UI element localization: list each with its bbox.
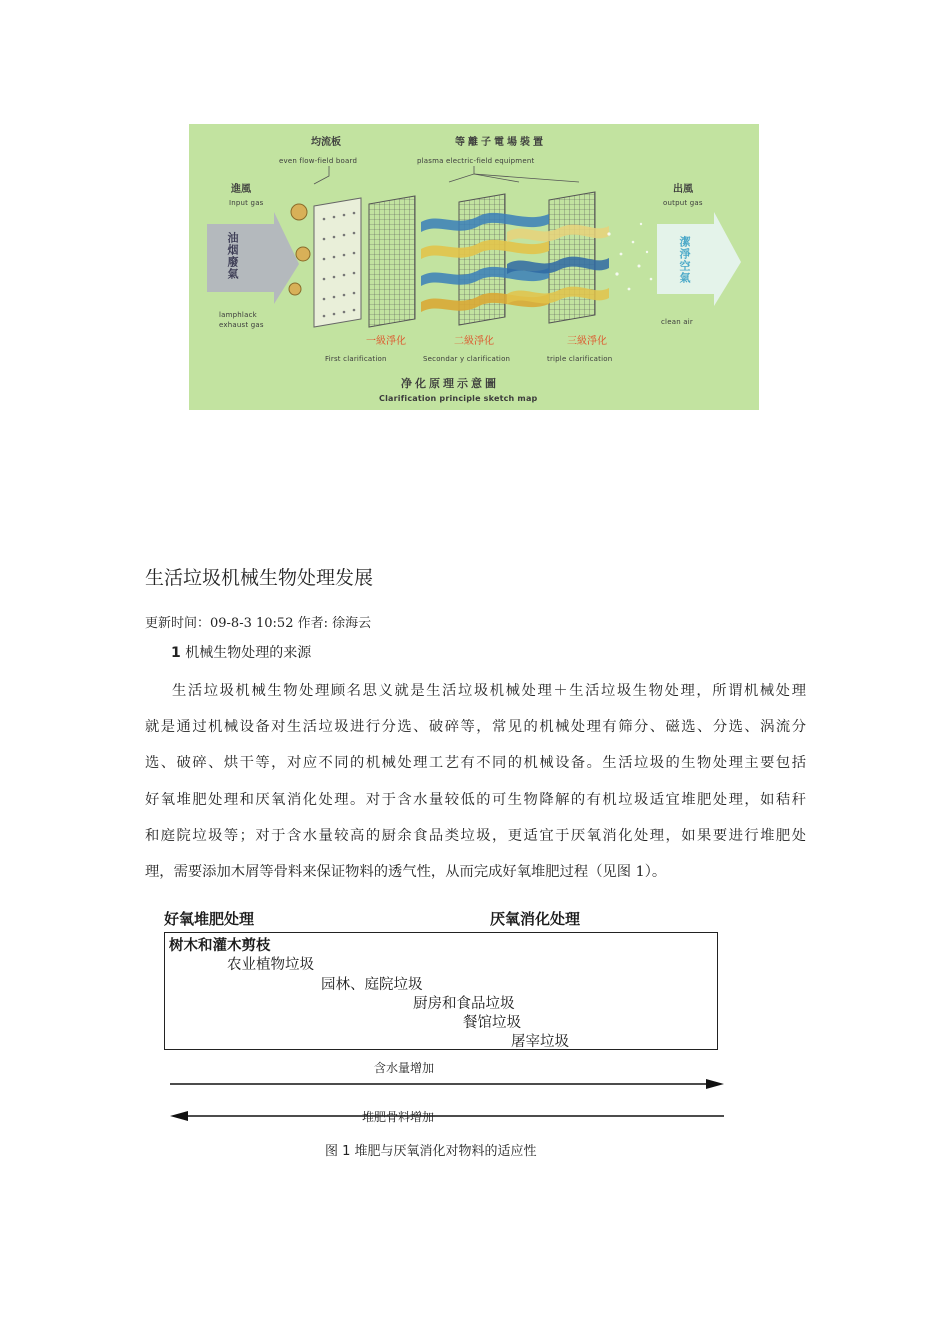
paragraph-line: 就是通过机械设备对生活垃圾进行分选、破碎等，常见的机械处理有筛分、磁选、分选、涡流分 bbox=[145, 719, 806, 736]
waste-item: 农业植物垃圾 bbox=[227, 957, 314, 973]
lampblack-label-2: exhaust gas bbox=[219, 321, 264, 329]
waste-item: 厨房和食品垃圾 bbox=[413, 996, 515, 1012]
output-label-en: output gas bbox=[663, 199, 703, 207]
flow-field-board bbox=[314, 198, 361, 327]
lampblack-label-1: lamphlack bbox=[219, 311, 257, 319]
clean-air-label-en: clean air bbox=[661, 318, 693, 326]
paragraph-line: 理，需要添加木屑等骨料来保证物料的透气性，从而完成好氧堆肥过程（见图 1）。 bbox=[145, 863, 667, 880]
bulking-arrow-label: 堆肥骨料增加 bbox=[362, 1110, 435, 1124]
section-heading bbox=[171, 642, 311, 662]
output-gas-arrow bbox=[657, 212, 741, 306]
figure-caption: 图 1 堆肥与厌氧消化对物料的适应性 bbox=[325, 1144, 537, 1159]
aerobic-heading: 好氧堆肥处理 bbox=[164, 910, 255, 928]
diagram-title-en: Clarification principle sketch map bbox=[379, 394, 538, 403]
board-label-cn: 均流板 bbox=[311, 137, 341, 148]
plasma-label-cn: 等離子電場裝置 bbox=[455, 137, 546, 148]
waste-item: 餐馆垃圾 bbox=[463, 1015, 521, 1031]
article-title: 生活垃圾机械生物处理发展 bbox=[145, 567, 374, 589]
input-label-cn: 進風 bbox=[231, 184, 251, 195]
paragraph-line: 好氧堆肥处理和厌氧消化处理。对于含水量较低的可生物降解的有机垃圾适宜堆肥处理，如秸秆 bbox=[145, 791, 806, 808]
stage2-label-en: Secondar y clarification bbox=[423, 355, 511, 363]
input-gas-arrow bbox=[207, 212, 299, 304]
stage3-label-en: triple clarification bbox=[547, 355, 613, 363]
figure-arrows bbox=[168, 1078, 728, 1128]
stage2-label-cn: 二級淨化 bbox=[454, 336, 494, 347]
waste-item: 树木和灌木剪枝 bbox=[169, 938, 271, 954]
clean-air-label-cn: 潔淨空氣 bbox=[678, 236, 691, 284]
clarification-diagram bbox=[189, 124, 759, 410]
stage3-label-cn: 三級淨化 bbox=[567, 336, 607, 347]
input-label-en: Input gas bbox=[229, 199, 264, 207]
paragraph-line: 和庭院垃圾等；对于含水量较高的厨余食品类垃圾，更适宜于厌氧消化处理，如果要进行堆肥处 bbox=[145, 827, 806, 844]
gear-icons bbox=[289, 204, 310, 295]
diagram-graphics bbox=[189, 124, 759, 410]
moisture-increase-arrow bbox=[170, 1079, 724, 1089]
moisture-arrow-label: 含水量增加 bbox=[374, 1061, 435, 1075]
figure-1 bbox=[160, 900, 730, 1160]
section-title: 机械生物处理的来源 bbox=[185, 645, 312, 661]
bulking-agent-increase-arrow bbox=[170, 1111, 724, 1121]
oil-smoke-label: 油烟廢氣 bbox=[226, 232, 239, 280]
stage1-label-en: First clarification bbox=[325, 355, 387, 363]
waste-item: 园林、庭院垃圾 bbox=[321, 977, 423, 993]
anaerobic-heading: 厌氧消化处理 bbox=[490, 910, 581, 928]
paragraph-line: 选、破碎、烘干等，对应不同的机械处理工艺有不同的机械设备。生活垃圾的生物处理主要包括 bbox=[145, 755, 806, 772]
article-meta: 更新时间：09-8-3 10:52 作者: 徐海云 bbox=[145, 616, 372, 631]
section-number: 1 bbox=[171, 645, 181, 661]
plasma-waves bbox=[421, 213, 609, 312]
board-label-en: even flow-field board bbox=[279, 157, 358, 165]
diagram-title-cn: 净化原理示意圖 bbox=[401, 377, 499, 390]
article-paragraph bbox=[145, 673, 806, 890]
paragraph-line: 生活垃圾机械生物处理顾名思义就是生活垃圾机械处理＋生活垃圾生物处理，所谓机械处理 bbox=[172, 683, 806, 699]
plasma-label-en: plasma electric-field equipment bbox=[417, 157, 535, 165]
waste-type-box bbox=[164, 932, 718, 1050]
waste-item: 屠宰垃圾 bbox=[511, 1034, 569, 1050]
clean-particles bbox=[607, 223, 652, 291]
stage1-label-cn: 一級淨化 bbox=[366, 336, 406, 347]
pointer-lines bbox=[314, 166, 579, 184]
output-label-cn: 出風 bbox=[673, 184, 693, 195]
